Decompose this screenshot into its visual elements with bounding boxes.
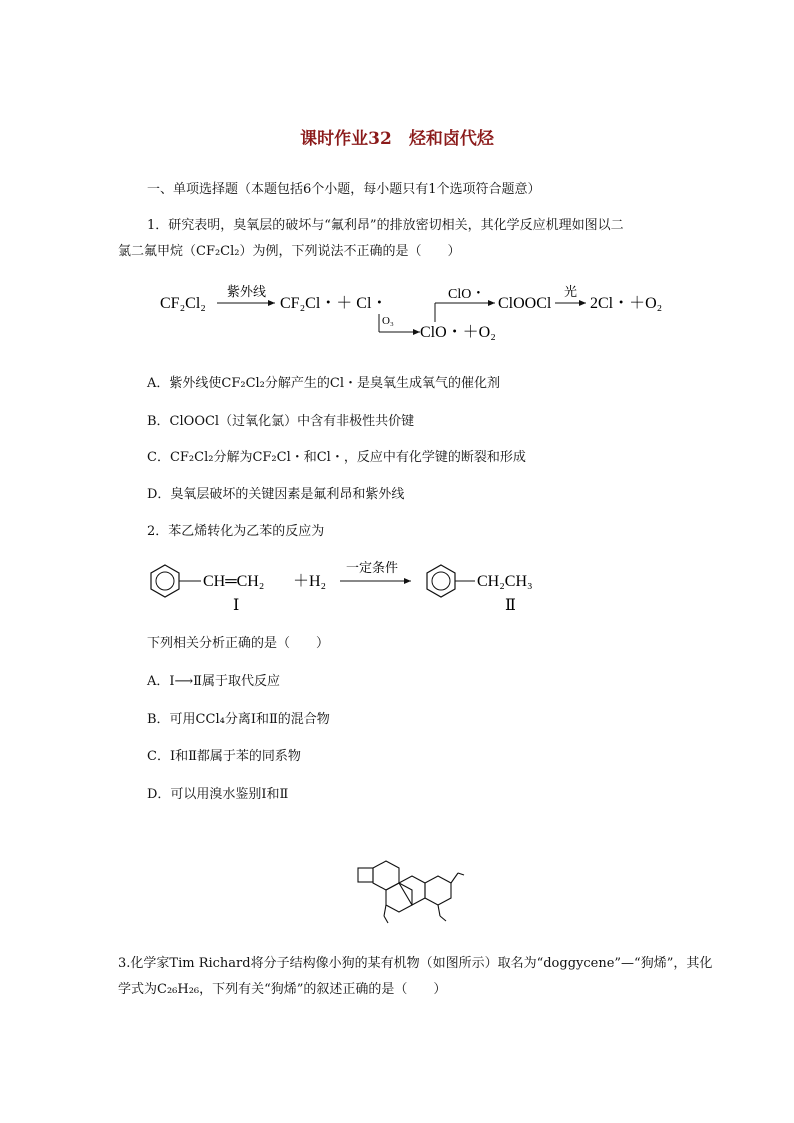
q2-option-d: D．可以用溴水鉴别Ⅰ和Ⅱ bbox=[147, 787, 289, 802]
condition-label: 一定条件 bbox=[346, 560, 399, 575]
scheme-light-label: 光 bbox=[564, 284, 578, 299]
benzene-ring-icon bbox=[427, 565, 455, 597]
q2-question: 下列相关分析正确的是（ ） bbox=[147, 636, 330, 651]
q2-option-c: C．Ⅰ和Ⅱ都属于苯的同系物 bbox=[147, 749, 301, 764]
uv-arrowhead bbox=[268, 300, 275, 306]
q1-option-a: A．紫外线使CF₂Cl₂分解产生的Cl・是臭氧生成氧气的催化剂 bbox=[147, 376, 500, 391]
light-arrowhead bbox=[579, 300, 586, 306]
page-title: 课时作业32 烃和卤代烃 bbox=[300, 129, 494, 149]
ethyl-chain: CH₂CH₃ bbox=[477, 573, 533, 590]
scheme-reactant: CF₂Cl₂ bbox=[160, 295, 206, 312]
condition-arrowhead bbox=[404, 578, 411, 584]
aromatic-circle-icon bbox=[156, 572, 174, 590]
q1-stem-line2: 氯二氟甲烷（CF₂Cl₂）为例，下列说法不正确的是（ ） bbox=[118, 244, 461, 259]
section-heading: 一、单项选择题（本题包括6个小题，每小题只有1个选项符合题意） bbox=[147, 182, 541, 197]
branch-lower-arrowhead bbox=[413, 329, 420, 335]
q2-option-a: A．Ⅰ⟶Ⅱ属于取代反应 bbox=[147, 674, 280, 689]
plus-h2: ＋H₂ bbox=[293, 573, 327, 590]
scheme-uv-label: 紫外线 bbox=[227, 284, 267, 299]
q1-option-c: C．CF₂Cl₂分解为CF₂Cl・和Cl・，反应中有化学键的断裂和形成 bbox=[147, 450, 526, 465]
q1-stem-line1: 1．研究表明，臭氧层的破坏与“氟利昂”的排放密切相关，其化学反应机理如图以二 bbox=[147, 218, 624, 233]
doggycene-structure-icon bbox=[350, 855, 470, 930]
q2-reaction-scheme bbox=[145, 553, 555, 617]
q3-stem: 3.化学家Tim Richard将分子结构像小狗的某有机物（如图所示）取名为“doggycene”—“狗烯”，其化学式为C₂₆H₂₆，下列有关“狗烯”的叙述正确的是（ ） bbox=[118, 956, 713, 997]
q1-reaction-scheme bbox=[150, 278, 690, 350]
label-compound-2: Ⅱ bbox=[505, 597, 516, 614]
q2-option-b: B．可用CCl₄分离Ⅰ和Ⅱ的混合物 bbox=[147, 712, 330, 727]
label-compound-1: Ⅰ bbox=[233, 597, 240, 614]
branch-upper-arrowhead bbox=[488, 300, 495, 306]
scheme-branch-products: ClO・＋O₂ bbox=[420, 324, 496, 341]
q1-option-b: B．ClOOCl（过氧化氯）中含有非极性共价键 bbox=[147, 414, 415, 429]
scheme-step1: CF₂Cl・＋ Cl・ bbox=[280, 295, 388, 312]
styrene-chain: CH═CH₂ bbox=[203, 573, 265, 590]
scheme-clooc: ClOOCl bbox=[498, 295, 552, 312]
q1-option-d: D．臭氧层破坏的关键因素是氟利昂和紫外线 bbox=[147, 487, 405, 502]
scheme-clo: ClO・ bbox=[448, 287, 486, 302]
aromatic-circle-icon bbox=[432, 572, 450, 590]
q2-stem: 2．苯乙烯转化为乙苯的反应为 bbox=[147, 524, 325, 539]
scheme-o3: O₃ bbox=[382, 315, 394, 327]
scheme-products: 2Cl・＋O₂ bbox=[590, 295, 663, 312]
benzene-ring-icon bbox=[151, 565, 179, 597]
